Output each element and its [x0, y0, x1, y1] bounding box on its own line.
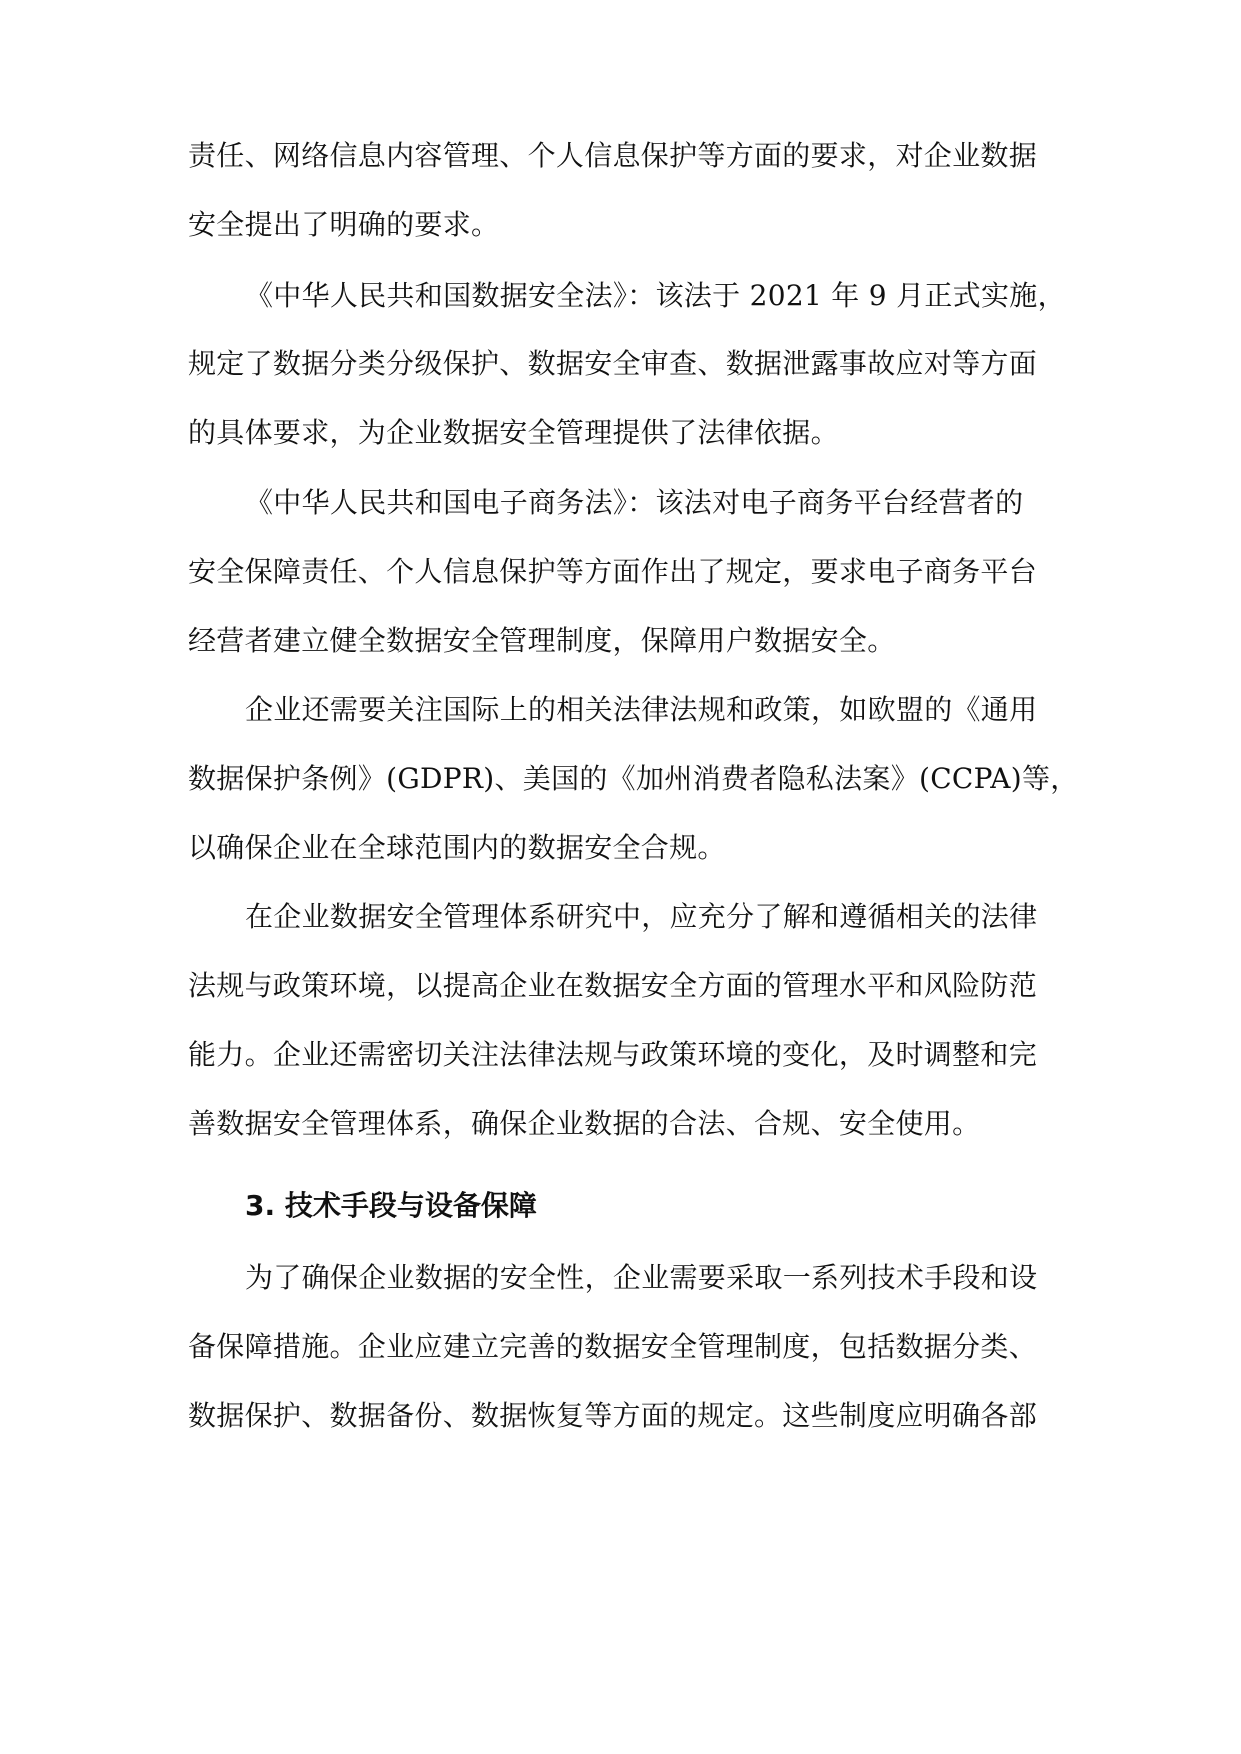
paragraph-line: 善数据安全管理体系，确保企业数据的合法、合规、安全使用。	[188, 1107, 981, 1140]
paragraph-line: 以确保企业在全球范围内的数据安全合规。	[188, 831, 726, 864]
paragraph-line: 《中华人民共和国电子商务法》：该法对电子商务平台经营者的	[245, 486, 1024, 519]
paragraph-line: 规定了数据分类分级保护、数据安全审查、数据泄露事故应对等方面	[188, 347, 1038, 380]
paragraph-line: 的具体要求，为企业数据安全管理提供了法律依据。	[188, 416, 839, 449]
section-heading: 3. 技术手段与设备保障	[245, 1189, 537, 1222]
paragraph-line: 能力。企业还需密切关注法律法规与政策环境的变化，及时调整和完	[188, 1038, 1038, 1071]
paragraph-line: 数据保护条例》(GDPR)、美国的《加州消费者隐私法案》(CCPA)等，	[188, 762, 1079, 795]
paragraph-line: 经营者建立健全数据安全管理制度，保障用户数据安全。	[188, 624, 896, 657]
paragraph-line: 企业还需要关注国际上的相关法律法规和政策，如欧盟的《通用	[245, 693, 1038, 726]
paragraph-line: 责任、网络信息内容管理、个人信息保护等方面的要求，对企业数据	[188, 139, 1038, 172]
paragraph-line: 在企业数据安全管理体系研究中，应充分了解和遵循相关的法律	[245, 900, 1038, 933]
paragraph-line: 数据保护、数据备份、数据恢复等方面的规定。这些制度应明确各部	[188, 1399, 1038, 1432]
paragraph-line: 安全提出了明确的要求。	[188, 208, 500, 241]
paragraph-line: 备保障措施。企业应建立完善的数据安全管理制度，包括数据分类、	[188, 1330, 1038, 1363]
paragraph-line: 为了确保企业数据的安全性，企业需要采取一系列技术手段和设	[245, 1261, 1038, 1294]
paragraph-line: 法规与政策环境，以提高企业在数据安全方面的管理水平和风险防范	[188, 969, 1038, 1002]
paragraph-line: 《中华人民共和国数据安全法》：该法于 2021 年 9 月正式实施，	[245, 279, 1066, 312]
paragraph-line: 安全保障责任、个人信息保护等方面作出了规定，要求电子商务平台	[188, 555, 1038, 588]
